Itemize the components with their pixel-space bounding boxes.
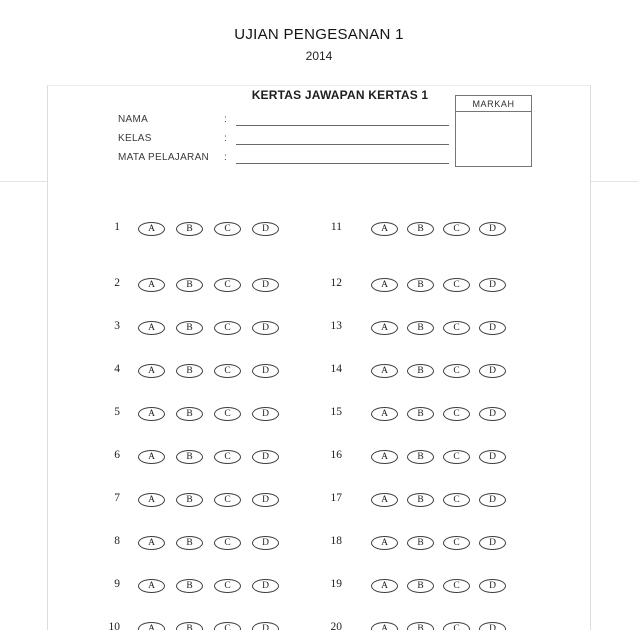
answer-bubble-q7-D[interactable]: D: [252, 493, 279, 507]
nama-colon: :: [224, 114, 227, 125]
question-number-8: 8: [114, 535, 120, 547]
answer-bubble-q6-A[interactable]: A: [138, 450, 165, 464]
answer-bubble-q10-A[interactable]: A: [138, 622, 165, 630]
answer-bubble-q10-D[interactable]: D: [252, 622, 279, 630]
question-number-20: 20: [330, 621, 342, 630]
answer-bubble-q2-B[interactable]: B: [176, 278, 203, 292]
answers-grid: [48, 86, 590, 630]
question-number-12: 12: [330, 277, 342, 289]
answer-bubble-q14-A[interactable]: A: [371, 364, 398, 378]
question-number-1: 1: [114, 221, 120, 233]
answer-bubble-q18-C[interactable]: C: [443, 536, 470, 550]
markah-label: MARKAH: [456, 96, 531, 112]
kelas-label: KELAS: [118, 133, 152, 144]
answer-bubble-q1-B[interactable]: B: [176, 222, 203, 236]
question-number-5: 5: [114, 406, 120, 418]
answer-bubble-q4-B[interactable]: B: [176, 364, 203, 378]
question-number-7: 7: [114, 492, 120, 504]
answer-bubble-q5-A[interactable]: A: [138, 407, 165, 421]
answer-bubble-q3-C[interactable]: C: [214, 321, 241, 335]
answer-bubble-q12-D[interactable]: D: [479, 278, 506, 292]
answer-bubble-q13-B[interactable]: B: [407, 321, 434, 335]
answer-bubble-q15-B[interactable]: B: [407, 407, 434, 421]
answer-bubble-q18-D[interactable]: D: [479, 536, 506, 550]
answer-bubble-q12-B[interactable]: B: [407, 278, 434, 292]
answer-bubble-q7-B[interactable]: B: [176, 493, 203, 507]
answer-bubble-q15-D[interactable]: D: [479, 407, 506, 421]
answer-bubble-q12-C[interactable]: C: [443, 278, 470, 292]
answer-bubble-q5-B[interactable]: B: [176, 407, 203, 421]
answer-bubble-q20-C[interactable]: C: [443, 622, 470, 630]
answer-bubble-q3-A[interactable]: A: [138, 321, 165, 335]
mata-pelajaran-label: MATA PELAJARAN: [118, 152, 210, 163]
answer-bubble-q16-A[interactable]: A: [371, 450, 398, 464]
answer-bubble-q8-D[interactable]: D: [252, 536, 279, 550]
question-number-9: 9: [114, 578, 120, 590]
question-number-6: 6: [114, 449, 120, 461]
answer-bubble-q2-C[interactable]: C: [214, 278, 241, 292]
document-year: 2014: [305, 49, 333, 63]
answer-bubble-q9-D[interactable]: D: [252, 579, 279, 593]
answer-bubble-q19-B[interactable]: B: [407, 579, 434, 593]
answer-bubble-q5-D[interactable]: D: [252, 407, 279, 421]
answer-bubble-q9-A[interactable]: A: [138, 579, 165, 593]
answer-bubble-q19-C[interactable]: C: [443, 579, 470, 593]
answer-bubble-q8-B[interactable]: B: [176, 536, 203, 550]
answer-bubble-q15-A[interactable]: A: [371, 407, 398, 421]
question-number-13: 13: [330, 320, 342, 332]
answer-bubble-q13-D[interactable]: D: [479, 321, 506, 335]
answer-bubble-q8-C[interactable]: C: [214, 536, 241, 550]
question-number-16: 16: [330, 449, 342, 461]
answer-bubble-q16-D[interactable]: D: [479, 450, 506, 464]
mata-pelajaran-colon: :: [224, 152, 227, 163]
answer-bubble-q17-B[interactable]: B: [407, 493, 434, 507]
answer-bubble-q6-C[interactable]: C: [214, 450, 241, 464]
answer-bubble-q6-B[interactable]: B: [176, 450, 203, 464]
answer-bubble-q17-A[interactable]: A: [371, 493, 398, 507]
scanned-sheet: [47, 85, 591, 630]
answer-bubble-q9-B[interactable]: B: [176, 579, 203, 593]
answer-bubble-q17-D[interactable]: D: [479, 493, 506, 507]
answer-bubble-q14-C[interactable]: C: [443, 364, 470, 378]
answer-bubble-q11-D[interactable]: D: [479, 222, 506, 236]
answer-bubble-q14-B[interactable]: B: [407, 364, 434, 378]
answer-bubble-q10-C[interactable]: C: [214, 622, 241, 630]
question-number-17: 17: [330, 492, 342, 504]
question-number-18: 18: [330, 535, 342, 547]
kelas-colon: :: [224, 133, 227, 144]
question-number-11: 11: [330, 221, 342, 233]
question-number-4: 4: [114, 363, 120, 375]
answer-bubble-q4-D[interactable]: D: [252, 364, 279, 378]
answer-bubble-q13-A[interactable]: A: [371, 321, 398, 335]
answer-bubble-q19-D[interactable]: D: [479, 579, 506, 593]
answer-bubble-q18-A[interactable]: A: [371, 536, 398, 550]
answer-bubble-q16-C[interactable]: C: [443, 450, 470, 464]
answer-bubble-q8-A[interactable]: A: [138, 536, 165, 550]
answer-bubble-q2-D[interactable]: D: [252, 278, 279, 292]
nama-label: NAMA: [118, 114, 149, 125]
answer-bubble-q11-C[interactable]: C: [443, 222, 470, 236]
answer-bubble-q10-B[interactable]: B: [176, 622, 203, 630]
answer-bubble-q7-A[interactable]: A: [138, 493, 165, 507]
answer-bubble-q7-C[interactable]: C: [214, 493, 241, 507]
question-number-10: 10: [108, 621, 120, 630]
answer-bubble-q13-C[interactable]: C: [443, 321, 470, 335]
answer-bubble-q9-C[interactable]: C: [214, 579, 241, 593]
answer-bubble-q20-B[interactable]: B: [407, 622, 434, 630]
sheet-heading: KERTAS JAWAPAN KERTAS 1: [251, 88, 429, 102]
answer-bubble-q14-D[interactable]: D: [479, 364, 506, 378]
answer-bubble-q11-B[interactable]: B: [407, 222, 434, 236]
document-title: UJIAN PENGESANAN 1: [234, 26, 404, 43]
answer-bubble-q2-A[interactable]: A: [138, 278, 165, 292]
question-number-15: 15: [330, 406, 342, 418]
question-number-2: 2: [114, 277, 120, 289]
answer-bubble-q15-C[interactable]: C: [443, 407, 470, 421]
answer-bubble-q1-D[interactable]: D: [252, 222, 279, 236]
answer-bubble-q4-A[interactable]: A: [138, 364, 165, 378]
answer-bubble-q12-A[interactable]: A: [371, 278, 398, 292]
answer-bubble-q3-D[interactable]: D: [252, 321, 279, 335]
answer-bubble-q5-C[interactable]: C: [214, 407, 241, 421]
answer-bubble-q6-D[interactable]: D: [252, 450, 279, 464]
answer-bubble-q16-B[interactable]: B: [407, 450, 434, 464]
answer-bubble-q3-B[interactable]: B: [176, 321, 203, 335]
answer-bubble-q18-B[interactable]: B: [407, 536, 434, 550]
answer-bubble-q1-A[interactable]: A: [138, 222, 165, 236]
answer-bubble-q20-A[interactable]: A: [371, 622, 398, 630]
question-number-14: 14: [330, 363, 342, 375]
answer-bubble-q11-A[interactable]: A: [371, 222, 398, 236]
answer-bubble-q19-A[interactable]: A: [371, 579, 398, 593]
answer-bubble-q20-D[interactable]: D: [479, 622, 506, 630]
question-number-19: 19: [330, 578, 342, 590]
answer-bubble-q4-C[interactable]: C: [214, 364, 241, 378]
answer-bubble-q17-C[interactable]: C: [443, 493, 470, 507]
question-number-3: 3: [114, 320, 120, 332]
answer-bubble-q1-C[interactable]: C: [214, 222, 241, 236]
